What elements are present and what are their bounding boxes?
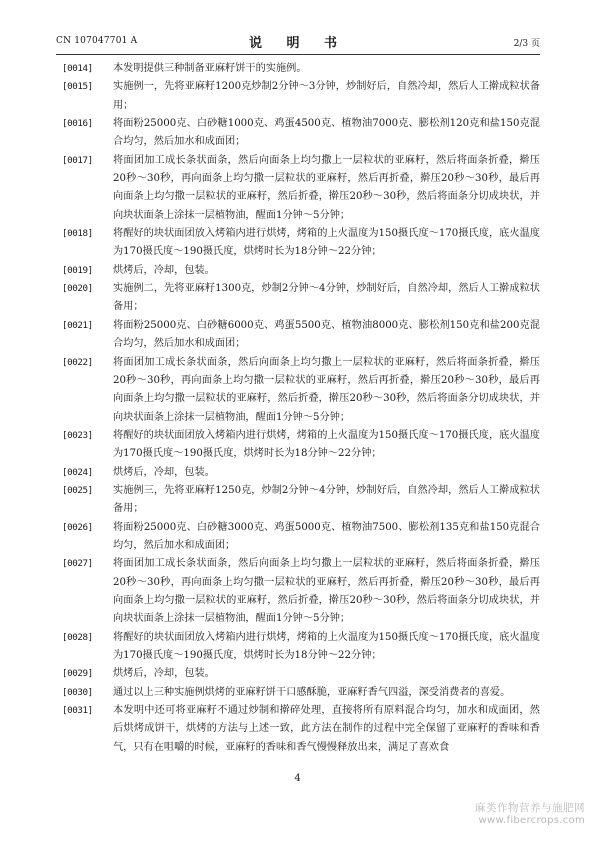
paragraph-text: 将面团加工成长条状面条，然后向面条上均匀撒上一层粒状的亚麻籽，然后将面条折叠，擀压20秒～30秒，再向面条上均匀撒一层粒状的亚麻籽，然后再折叠，擀压20秒～30秒，最后再向面条上均匀撒一层粒状的亚麻籽，然后折叠，擀压20秒～30秒，然后将面条分切成块状，并向块状面条上涂抹一层植物油，醒面1分钟～5分钟； bbox=[113, 356, 540, 423]
watermark-url: www.fibercrops.com bbox=[478, 815, 585, 826]
paragraph-text: 实施例三，先将亚麻籽1250克，炒制2分钟～4分钟，炒制好后，自然冷却，然后人工擀成粒状备用； bbox=[113, 484, 540, 515]
paragraph-text: 将面粉25000克、白砂糖3000克、鸡蛋5000克、植物油7500、膨松剂135克和盐150克混合均匀，然后加水和成面团； bbox=[113, 521, 540, 551]
paragraph-number: [0031] bbox=[62, 705, 93, 717]
paragraph-0025 bbox=[62, 482, 540, 519]
header-divider bbox=[56, 54, 540, 55]
paragraph-number: [0019] bbox=[62, 264, 93, 276]
paragraph-0020 bbox=[62, 280, 540, 317]
paragraph-number: [0018] bbox=[62, 228, 93, 240]
paragraph-number: [0028] bbox=[62, 631, 93, 643]
paragraph-0016 bbox=[62, 115, 540, 152]
paragraph-0031 bbox=[62, 702, 540, 757]
paragraph-0021 bbox=[62, 317, 540, 354]
paragraph-text: 将醒好的块状面团放入烤箱内进行烘烤，烤箱的上火温度为150摄氏度～170摄氏度，底火温度为170摄氏度～190摄氏度，烘烤时长为18分钟～22分钟； bbox=[113, 228, 540, 258]
paragraph-number: [0030] bbox=[62, 686, 93, 698]
paragraph-number: [0027] bbox=[62, 558, 93, 570]
site-watermark bbox=[475, 800, 585, 826]
paragraph-text: 本发明提供三种制备亚麻籽饼干的实施例。 bbox=[113, 63, 307, 74]
paragraph-text: 将面团加工成长条状面条，然后向面条上均匀撒上一层粒状的亚麻籽，然后将面条折叠，擀压20秒～30秒，再向面条上均匀撒一层粒状的亚麻籽，然后再折叠，擀压20秒～30秒，最后再向面条上均匀撒一层粒状的亚麻籽，然后折叠，擀压20秒～30秒，然后将面条分切成块状，并向块状面条上涂抹一层植物油，醒面1分钟～5分钟； bbox=[113, 154, 540, 221]
paragraph-number: [0014] bbox=[62, 63, 93, 74]
document-title: 说 明 书 bbox=[248, 36, 348, 51]
paragraph-text: 本发明中还可将亚麻籽不通过炒制和擀碎处理，直接将所有原料混合均匀，加水和成面团，然后烘烤成饼干，烘烤的方法与上述一致，此方法在制作的过程中完全保留了亚麻籽的香味和香气，只有在咀嚼的时候，亚麻籽的香味和香气慢慢释放出来，满足了喜欢食 bbox=[113, 705, 540, 753]
paragraph-0030 bbox=[62, 684, 540, 702]
paragraph-0015 bbox=[62, 78, 540, 115]
paragraph-number: [0016] bbox=[62, 118, 93, 130]
paragraph-0028 bbox=[62, 629, 540, 666]
document-body bbox=[62, 60, 540, 757]
paragraph-0017 bbox=[62, 152, 540, 225]
paragraph-text: 将醒好的块状面团放入烤箱内进行烘烤，烤箱的上火温度为150摄氏度～170摄氏度，底火温度为170摄氏度～190摄氏度，烘烤时长为18分钟～22分钟； bbox=[113, 631, 540, 661]
paragraph-number: [0029] bbox=[62, 668, 93, 680]
paragraph-text: 将醒好的块状面团放入烤箱内进行烘烤，烤箱的上火温度为150摄氏度～170摄氏度，底火温度为170摄氏度～190摄氏度，烘烤时长为18分钟～22分钟； bbox=[113, 429, 540, 460]
watermark-site-name: 麻类作物营养与施肥网 bbox=[475, 802, 585, 814]
paragraph-number: [0021] bbox=[62, 319, 93, 331]
paragraph-0029 bbox=[62, 665, 540, 683]
paragraph-text: 将面团加工成长条状面条，然后向面条上均匀撒上一层粒状的亚麻籽，然后将面条折叠，擀压20秒～30秒，再向面条上均匀撒一层粒状的亚麻籽，然后再折叠，擀压20秒～30秒，最后再向面条上均匀撒一层粒状的亚麻籽，然后折叠，擀压20秒～30秒，然后将面条分切成块状，并向块状面条上涂抹一层植物油，醒面1分钟～5分钟； bbox=[113, 558, 540, 625]
paragraph-0022 bbox=[62, 354, 540, 427]
paragraph-0026 bbox=[62, 519, 540, 556]
page-header bbox=[56, 30, 540, 52]
paragraph-text: 烘烤后，冷却，包装。 bbox=[113, 668, 215, 680]
paragraph-text: 将面粉25000克、白砂糖6000克、鸡蛋5500克、植物油8000克、膨松剂150克和盐200克混合均匀，然后加水和成面团； bbox=[113, 319, 540, 350]
paragraph-text: 通过以上三种实施例烘烤的亚麻籽饼干口感酥脆，亚麻籽香气四溢，深受消费者的喜爱。 bbox=[113, 686, 511, 698]
paragraph-text: 烘烤后，冷却，包装。 bbox=[113, 264, 215, 276]
paragraph-0023 bbox=[62, 427, 540, 464]
page-number: 4 bbox=[294, 773, 301, 784]
paragraph-number: [0020] bbox=[62, 283, 93, 295]
paragraph-text: 实施例一，先将亚麻籽1200克炒制2分钟～3分钟，炒制好后，自然冷却，然后人工擀成粒状备用； bbox=[113, 81, 540, 111]
paragraph-0019 bbox=[62, 262, 540, 280]
paragraph-0027 bbox=[62, 555, 540, 628]
paragraph-number: [0023] bbox=[62, 429, 93, 441]
paragraph-text: 将面粉25000克、白砂糖1000克、鸡蛋4500克、植物油7000克、膨松剂120克和盐150克混合均匀，然后加水和成面团； bbox=[113, 118, 540, 148]
paragraph-0014 bbox=[62, 60, 540, 78]
publication-number: CN 107047701 A bbox=[56, 36, 138, 46]
paragraph-number: [0015] bbox=[62, 81, 93, 93]
paragraph-0024 bbox=[62, 464, 540, 482]
paragraph-number: [0022] bbox=[62, 356, 93, 368]
paragraph-text: 实施例二，先将亚麻籽1300克，炒制2分钟～4分钟，炒制好后，自然冷却，然后人工擀成粒状备用； bbox=[113, 283, 540, 313]
paragraph-number: [0017] bbox=[62, 154, 93, 166]
paragraph-text: 烘烤后，冷却，包装。 bbox=[113, 466, 215, 478]
paragraph-number: [0026] bbox=[62, 521, 93, 533]
paragraph-0018 bbox=[62, 225, 540, 262]
page-indicator: 2/3 页 bbox=[513, 39, 540, 49]
paragraph-number: [0024] bbox=[62, 466, 93, 478]
paragraph-number: [0025] bbox=[62, 484, 93, 496]
